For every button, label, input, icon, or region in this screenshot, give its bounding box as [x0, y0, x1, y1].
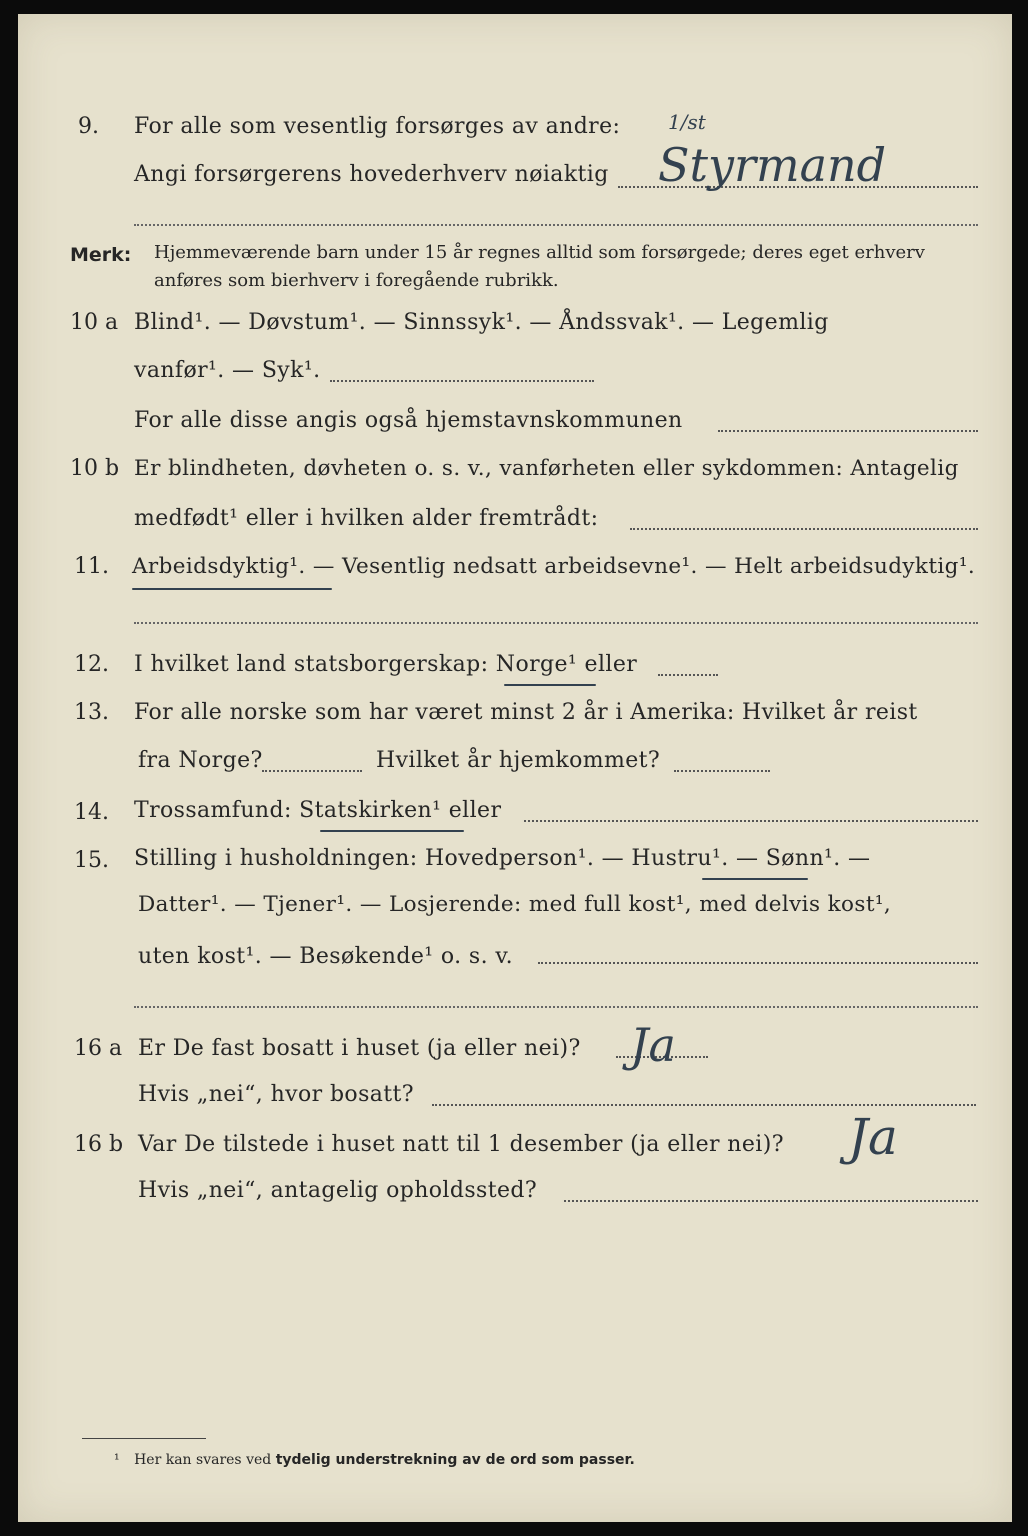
q15-underline-hustru: [702, 878, 808, 880]
q10a-number: 10 a: [70, 310, 119, 335]
q9-answer-handwritten: Styrmand: [658, 138, 887, 192]
q10a-hjemstavn-answer-line: [718, 430, 978, 432]
q14-underline-statskirken: [320, 830, 464, 832]
q12-underline-norge: [504, 684, 596, 686]
q10a-line2: vanfør¹. — Syk¹.: [134, 358, 321, 383]
q10a-line1: Blind¹. — Døvstum¹. — Sinnssyk¹. — Åndssvak¹. — Legemlig: [134, 310, 829, 335]
footnote: [114, 1452, 635, 1468]
q13-line2-from-norway: fra Norge?: [138, 748, 263, 773]
q16b-answer-handwritten: Ja: [848, 1108, 898, 1166]
q9-continuation-line: [134, 224, 978, 226]
q12-answer-line: [658, 674, 718, 676]
q10b-line1: Er blindheten, døvheten o. s. v., vanførheten eller sykdommen: Antagelig: [134, 456, 959, 481]
q9-line1: For alle som vesentlig forsørges av andre:: [134, 114, 621, 139]
q13-line1: For alle norske som har været minst 2 år i Amerika: Hvilket år reist: [134, 700, 918, 725]
q9-answer-superscript: 1/st: [668, 110, 706, 134]
census-form-page: [18, 14, 1012, 1522]
q15-continuation-line: [134, 1006, 978, 1008]
q16a-answer-handwritten: Ja: [630, 1018, 676, 1072]
q13-number: 13.: [74, 700, 109, 725]
q15-line2: Datter¹. — Tjener¹. — Losjerende: med full kost¹, med delvis kost¹,: [138, 892, 892, 917]
q16b-whereabouts-line: [564, 1200, 978, 1202]
q11-continuation-line: [134, 622, 978, 624]
q9-number: 9.: [78, 114, 99, 139]
merk-line1: Hjemmeværende barn under 15 år regnes alltid som forsørgede; deres eget erhverv: [154, 242, 925, 263]
q12-line1: I hvilket land statsborgerskap: Norge¹ eller: [134, 652, 638, 677]
merk-line2: anføres som bierhverv i foregående rubrikk.: [154, 270, 559, 291]
q16a-number: 16 a: [74, 1036, 123, 1061]
footnote-rule: [82, 1438, 206, 1439]
q11-line1: Arbeidsdyktig¹. — Vesentlig nedsatt arbeidsevne¹. — Helt arbeidsudyktig¹.: [132, 554, 976, 579]
q9-line2: Angi forsørgerens hovederhverv nøiaktig: [134, 162, 609, 187]
q12-number: 12.: [74, 652, 109, 677]
footnote-text: Her kan svares ved: [134, 1452, 272, 1468]
q15-line3: uten kost¹. — Besøkende¹ o. s. v.: [138, 944, 513, 969]
merk-label: Merk:: [70, 244, 132, 266]
q13-year-left-line: [262, 770, 362, 772]
q13-year-returned-line: [674, 770, 770, 772]
q15-answer-line: [538, 962, 978, 964]
footnote-marker: ¹: [114, 1452, 120, 1468]
q10a-syk-answer-line: [330, 380, 594, 382]
q14-line1: Trossamfund: Statskirken¹ eller: [134, 798, 502, 823]
q16b-line1: Var De tilstede i huset natt til 1 desember (ja eller nei)?: [138, 1132, 784, 1157]
q16b-number: 16 b: [74, 1132, 124, 1157]
footnote-bold-text: tydelig understrekning av de ord som passer.: [275, 1452, 635, 1468]
q11-number: 11.: [74, 554, 109, 579]
q14-answer-line: [524, 820, 978, 822]
q10a-line3: For alle disse angis også hjemstavnskommunen: [134, 408, 683, 433]
q10b-line2: medfødt¹ eller i hvilken alder fremtrådt:: [134, 506, 599, 531]
q16a-line1: Er De fast bosatt i huset (ja eller nei)?: [138, 1036, 581, 1061]
q15-line1: Stilling i husholdningen: Hovedperson¹. — Hustru¹. — Sønn¹. —: [134, 846, 871, 871]
q16a-line2: Hvis „nei“, hvor bosatt?: [138, 1082, 414, 1107]
q11-underline-arbeidsdyktig: [132, 588, 332, 590]
q16b-line2: Hvis „nei“, antagelig opholdssted?: [138, 1178, 538, 1203]
q14-number: 14.: [74, 800, 109, 825]
q10b-number: 10 b: [70, 456, 120, 481]
q10b-answer-line: [630, 528, 978, 530]
q13-line2-returned: Hvilket år hjemkommet?: [376, 748, 661, 773]
q16a-residence-line: [432, 1104, 976, 1106]
q15-number: 15.: [74, 848, 109, 873]
